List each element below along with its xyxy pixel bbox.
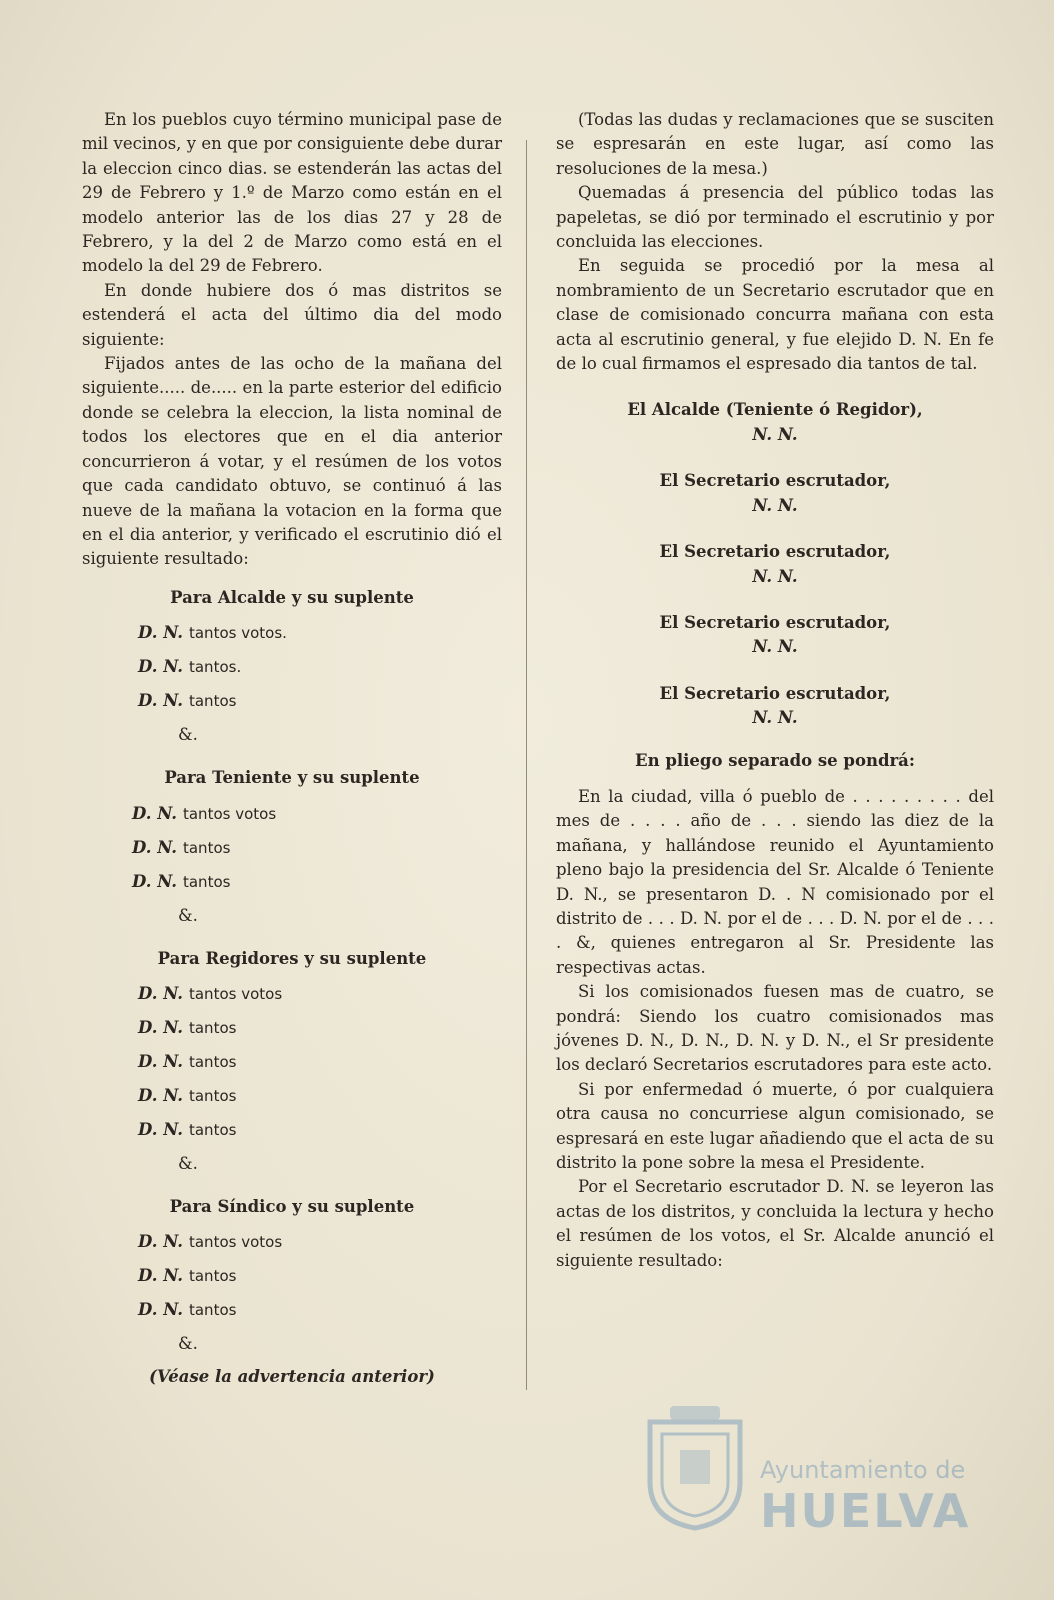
candidate-name: D. N. — [138, 691, 183, 711]
candidate-name: D. N. — [138, 1119, 183, 1139]
candidate-name: D. N. — [138, 1051, 183, 1071]
paragraph-secretary-appointment: En seguida se procedió por la mesa al nombramiento de un Secretario escrutador que en clase de comisionado concurra mañana con esta acta al escrutinio general, y fue elejido D. N. En fe de lo cual firmamos el espresado dia tantos de tal. — [556, 256, 994, 374]
vote-row — [82, 1045, 502, 1079]
section-heading: Para Alcalde y su suplente — [170, 587, 414, 607]
vote-row — [82, 616, 502, 650]
candidate-name: D. N. — [132, 837, 177, 857]
paragraph-absence: Si por enfermedad ó muerte, ó por cualquiera otra causa no concurriese algun comisionado, se espresará en este lugar añadiendo que el acta de su distrito la pone sobre la mesa el Presidente. — [556, 1079, 994, 1173]
paragraph-city-meeting: En la ciudad, villa ó pueblo de . . . . . . . . . del mes de . . . . año de . . . siendo las diez de la mañana, y hallándose reunido el Ayuntamiento pleno bajo la presidencia del Sr. Alcalde ó Teniente D. N., se presentaron D. . N comisionado por el distrito de . . . D. N. por el de . . . D. N. por el de . . . . &, quienes entregaron al Sr. Presidente las respectivas actas. — [556, 786, 994, 977]
right-column — [556, 108, 994, 1273]
vote-count: tantos votos — [182, 804, 277, 823]
watermark-line1: Ayuntamiento de — [760, 1456, 966, 1484]
etcetera-mark: &. — [178, 1153, 198, 1173]
signature-title: El Secretario escrutador, — [659, 683, 891, 703]
vote-row — [82, 865, 502, 899]
vote-count: tantos votos. — [188, 624, 287, 643]
candidate-name: D. N. — [138, 983, 183, 1003]
etcetera-mark: &. — [178, 905, 198, 925]
signature-name: N. N. — [752, 566, 798, 586]
candidate-name: D. N. — [138, 1300, 183, 1320]
vote-row — [82, 1225, 502, 1259]
signature-name: N. N. — [752, 708, 798, 728]
vote-count: tantos votos — [188, 1233, 283, 1252]
paragraph-districts: En donde hubiere dos ó mas distritos se estenderá el acta del último dia del modo siguiente: — [82, 280, 502, 349]
candidate-name: D. N. — [132, 803, 177, 823]
vote-row — [82, 1011, 502, 1045]
paragraph-burned-ballots: Quemadas á presencia del público todas las papeletas, se dió por terminado el escrutinio y por concluida las elecciones. — [556, 183, 994, 252]
signature-name: N. N. — [752, 424, 798, 444]
vote-row — [82, 1293, 502, 1327]
paragraph-results: Por el Secretario escrutador D. N. se leyeron las actas de los distritos, y concluida la lectura y hecho el resúmen de los votos, el Sr. Alcalde anunció el siguiente resultado: — [556, 1177, 994, 1270]
signature-block — [556, 398, 994, 730]
paragraph-fijados: Fijados antes de las ocho de la mañana del siguiente..... de..... en la parte esterior del edificio donde se celebra la eleccion, la lista nominal de todos los electores que en el dia anterior concurrieron á votar, y el resúmen de los votos que cada candidato obtuvo, se continuó á las nueve de la mañana la votacion en la forma que en el dia anterior, y verificado el escrutinio dió el siguiente resultado: — [82, 354, 502, 569]
candidate-name: D. N. — [138, 1232, 183, 1252]
etcetera-mark: &. — [178, 725, 198, 745]
vote-row — [82, 684, 502, 718]
signature-title: El Secretario escrutador, — [659, 612, 891, 632]
vote-count: tantos — [188, 1267, 237, 1286]
candidate-name: D. N. — [132, 871, 177, 891]
vote-sections — [82, 586, 502, 1362]
separate-sheet-title: En pliego separado se pondrá: — [635, 750, 915, 770]
see-note: (Véase la advertencia anterior) — [149, 1367, 435, 1387]
vote-count: tantos — [188, 1120, 237, 1139]
paragraph-municipal-term: En los pueblos cuyo término municipal pase de mil vecinos, y en que por consiguiente debe durar la eleccion cinco dias. se estenderán las actas del 29 de Febrero y 1.º de Marzo como están en el modelo anterior las de los dias 27 y 28 de Febrero, y la del 2 de Marzo como está en el modelo la del 29 de Febrero. — [82, 110, 502, 276]
vote-row — [82, 1259, 502, 1293]
candidate-name: D. N. — [138, 657, 183, 677]
candidate-name: D. N. — [138, 623, 183, 643]
vote-row — [82, 797, 502, 831]
vote-count: tantos. — [188, 658, 242, 677]
candidate-name: D. N. — [138, 1266, 183, 1286]
signature-title: El Secretario escrutador, — [659, 471, 891, 491]
signature-name: N. N. — [752, 637, 798, 657]
vote-count: tantos — [188, 1301, 237, 1320]
signature-title: El Secretario escrutador, — [659, 542, 891, 562]
paragraph-commissioners: Si los comisionados fuesen mas de cuatro, se pondrá: Siendo los cuatro comisionados mas jóvenes D. N., D. N., D. N. y D. N., el Sr presidente los declaró Secretarios escrutadores para este acto. — [556, 982, 994, 1075]
etcetera-mark: &. — [178, 1334, 198, 1354]
paragraph-doubts: (Todas las dudas y reclamaciones que se susciten se espresarán en este lugar, así como las resoluciones de la mesa.) — [556, 110, 994, 178]
vote-count: tantos — [182, 838, 231, 857]
vote-count: tantos votos — [188, 984, 283, 1003]
section-heading: Para Síndico y su suplente — [169, 1196, 415, 1216]
vote-row — [82, 1079, 502, 1113]
vote-count: tantos — [182, 872, 231, 891]
vote-row — [82, 650, 502, 684]
vote-count: tantos — [188, 1052, 237, 1071]
watermark-line2: HUELVA — [760, 1484, 971, 1538]
candidate-name: D. N. — [138, 1085, 183, 1105]
left-column — [82, 108, 502, 1390]
candidate-name: D. N. — [138, 1017, 183, 1037]
vote-row — [82, 1113, 502, 1147]
vote-count: tantos — [188, 1086, 237, 1105]
vote-count: tantos — [188, 1018, 237, 1037]
vote-row — [82, 831, 502, 865]
signature-name: N. N. — [752, 495, 798, 515]
signature-title: El Alcalde (Teniente ó Regidor), — [627, 400, 923, 420]
vote-row — [82, 977, 502, 1011]
section-heading: Para Teniente y su suplente — [164, 768, 420, 788]
column-divider — [526, 140, 527, 1390]
vote-count: tantos — [188, 692, 237, 711]
section-heading: Para Regidores y su suplente — [157, 948, 427, 968]
